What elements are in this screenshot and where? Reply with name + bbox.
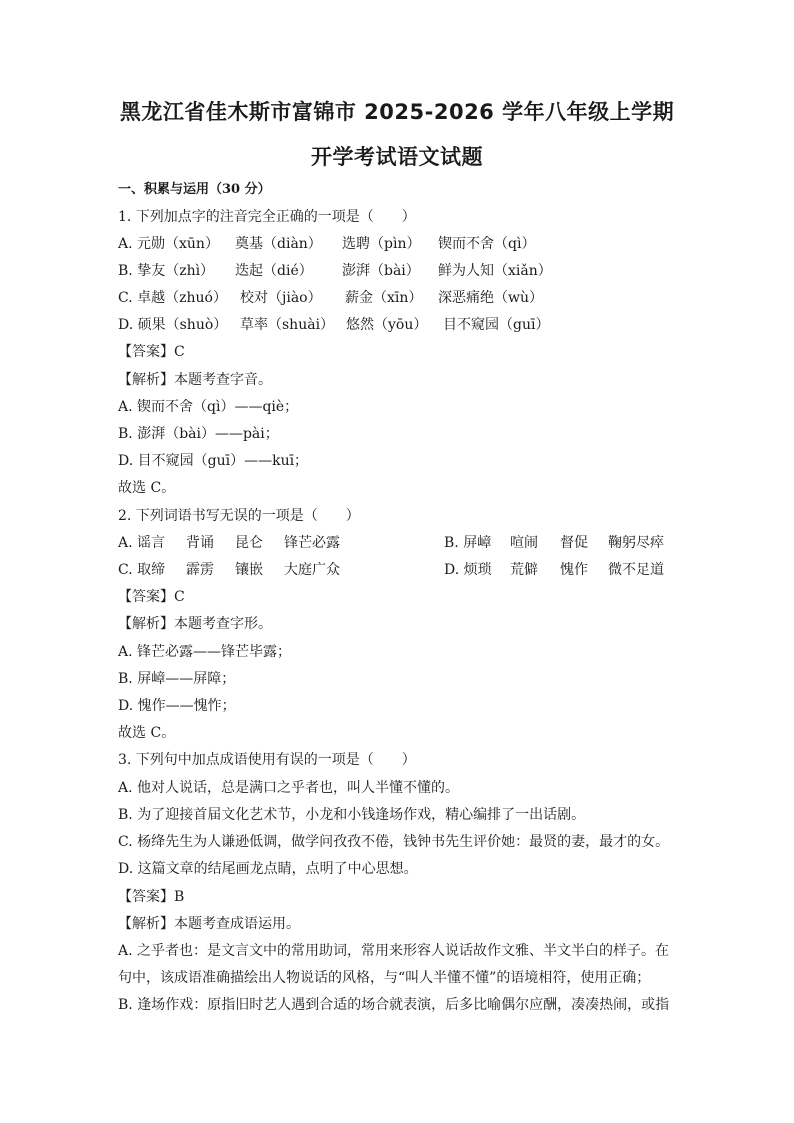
q2-option: 霹雳 bbox=[186, 562, 214, 578]
q2-note: D. 愧作——愧怍； bbox=[118, 698, 236, 714]
q1-option: 奠基（diàn） bbox=[235, 236, 322, 252]
q1-answer: 【答案】C bbox=[118, 344, 185, 360]
q2-note: B. 屏嶂——屏障； bbox=[118, 671, 236, 687]
q2-option: B. 屏嶂 bbox=[444, 535, 492, 551]
section-heading: 一、积累与运用（30 分） bbox=[118, 182, 271, 197]
title-line-2: 开学考试语文试题 bbox=[311, 145, 483, 169]
q2-note: A. 锋芒必露——锋芒毕露； bbox=[118, 644, 292, 660]
q1-option: 薪金（xīn） bbox=[345, 290, 423, 306]
q3-explain-line: A. 之乎者也：是文言文中的常用助词，常用来形容人说话故作文雅、半文半白的样子。在 bbox=[118, 943, 670, 959]
q1-stem: 1. 下列加点字的注音完全正确的一项是（ ） bbox=[118, 209, 416, 225]
q3-option: B. 为了迎接首届文化艺术节，小龙和小钱逢场作戏，精心编排了一出话剧。 bbox=[118, 807, 586, 823]
q3-explain-line: B. 逢场作戏：原指旧时艺人遇到合适的场合就表演，后多比喻偶尔应酬，凑凑热闹，或指 bbox=[118, 997, 670, 1013]
q1-option: 鲜为人知（xiǎn） bbox=[438, 263, 552, 279]
q2-option: 微不足道 bbox=[608, 562, 664, 578]
q3-stem: 3. 下列句中加点成语使用有误的一项是（ ） bbox=[118, 752, 416, 768]
q1-option: B. 挚友（zhì） bbox=[118, 263, 215, 279]
q3-explain-line: 句中，该成语准确描绘出人物说话的风格，与“叫人半懂不懂”的语境相符，使用正确； bbox=[118, 970, 651, 986]
q2-option: 荒僻 bbox=[510, 562, 538, 578]
q2-option: C. 取缔 bbox=[118, 562, 166, 578]
q1-note: D. 目不窥园（guī）——kuī； bbox=[118, 453, 309, 469]
q2-option: 背诵 bbox=[186, 535, 214, 551]
q2-answer: 【答案】C bbox=[118, 589, 185, 605]
q3-analysis: 【解析】本题考查成语运用。 bbox=[118, 916, 300, 932]
q1-option: 目不窥园（guī） bbox=[443, 317, 550, 333]
q1-option: 锲而不舍（qì） bbox=[438, 236, 536, 252]
q1-note: B. 澎湃（bài）——pài； bbox=[118, 426, 279, 442]
q2-option: 督促 bbox=[560, 535, 588, 551]
q1-analysis: 【解析】本题考查字音。 bbox=[118, 372, 272, 388]
q1-option: A. 元勋（xūn） bbox=[118, 236, 219, 252]
q1-option: 校对（jiào） bbox=[240, 290, 322, 306]
q1-conclusion: 故选 C。 bbox=[118, 480, 176, 496]
q1-option: D. 硕果（shuò） bbox=[118, 317, 228, 333]
q2-option: 大庭广众 bbox=[284, 562, 340, 578]
q2-option: 镶嵌 bbox=[235, 562, 263, 578]
q1-option: 悠然（yōu） bbox=[346, 317, 428, 333]
q3-option: A. 他对人说话，总是满口之乎者也，叫人半懂不懂的。 bbox=[118, 780, 460, 796]
q2-stem: 2. 下列词语书写无误的一项是（ ） bbox=[118, 508, 360, 524]
q3-answer: 【答案】B bbox=[118, 889, 185, 905]
q1-option: 迭起（dié） bbox=[235, 263, 313, 279]
q1-option: 深恶痛绝（wù） bbox=[438, 290, 543, 306]
q2-option: A. 谣言 bbox=[118, 535, 166, 551]
q2-conclusion: 故选 C。 bbox=[118, 725, 176, 741]
q1-option: 澎湃（bài） bbox=[342, 263, 420, 279]
q1-option: C. 卓越（zhuó） bbox=[118, 290, 227, 306]
q1-note: A. 锲而不舍（qì）——qiè； bbox=[118, 399, 299, 415]
q2-option: 昆仑 bbox=[235, 535, 263, 551]
q1-option: 草率（shuài） bbox=[240, 317, 335, 333]
q2-option: 喧闹 bbox=[510, 535, 538, 551]
q2-option: 愧作 bbox=[560, 562, 588, 578]
q3-option: D. 这篇文章的结尾画龙点睛，点明了中心思想。 bbox=[118, 861, 418, 877]
q2-analysis: 【解析】本题考查字形。 bbox=[118, 616, 272, 632]
q2-option: D. 烦琐 bbox=[444, 562, 492, 578]
q2-option: 锋芒必露 bbox=[284, 535, 340, 551]
q1-option: 选聘（pìn） bbox=[342, 236, 421, 252]
q3-option: C. 杨绛先生为人谦逊低调，做学问孜孜不倦，钱钟书先生评价她：最贤的妻，最才的女。 bbox=[118, 834, 670, 850]
title-line-1: 黑龙江省佳木斯市富锦市 2025-2026 学年八年级上学期 bbox=[119, 100, 675, 124]
q2-option: 鞠躬尽瘁 bbox=[608, 535, 664, 551]
